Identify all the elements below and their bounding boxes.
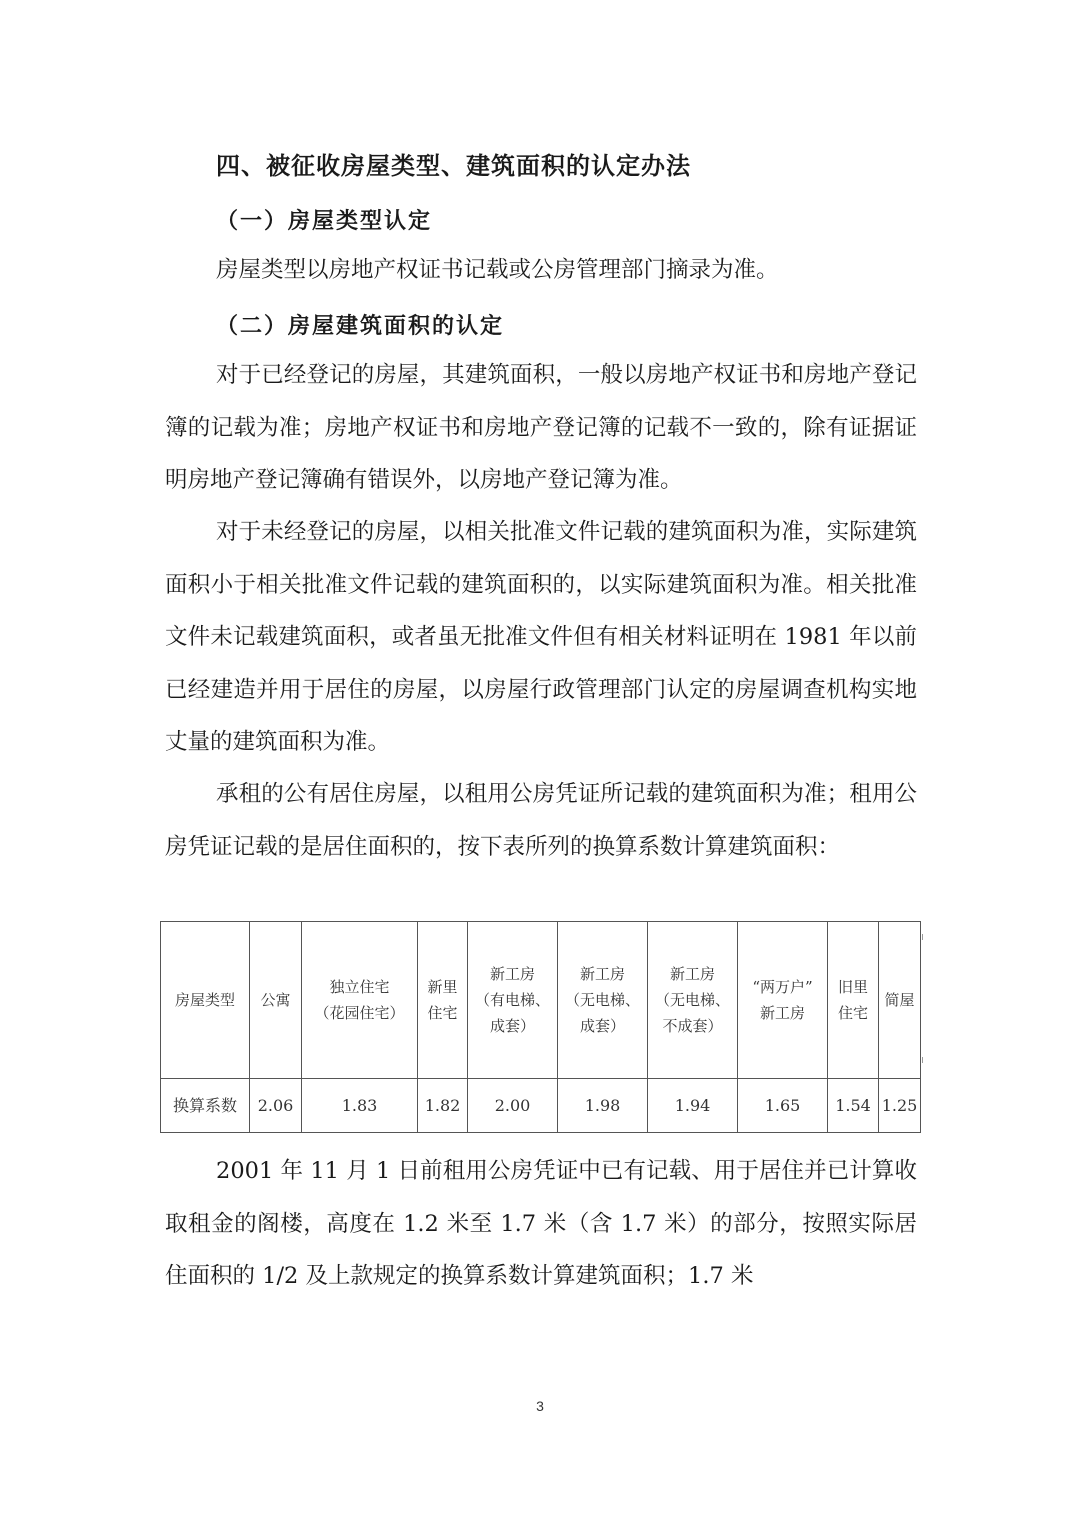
- column-header: 新工房 （无电梯、 成套）: [558, 922, 648, 1079]
- paragraph-unregistered-houses: 对于未经登记的房屋，以相关批准文件记载的建筑面积为准，实际建筑面积小于相关批准文件记载的建筑面积的，以实际建筑面积为准。相关批准文件未记载建筑面积，或者虽无批准文件但有相关材料证明在 1981 年以前已经建造并用于居住的房屋，以房屋行政管理部门认定的房屋调查机构实地丈量的建筑面积为准。: [165, 519, 917, 755]
- table-cell: 1.65: [738, 1079, 828, 1133]
- conversion-coefficient-table: [160, 921, 921, 1133]
- page-number: 3: [536, 1398, 544, 1414]
- column-header: 新工房 （无电梯、 不成套）: [648, 922, 738, 1079]
- column-header: 新里 住宅: [418, 922, 468, 1079]
- column-header: 新工房 （有电梯、 成套）: [468, 922, 558, 1079]
- table-cell: 2.00: [468, 1079, 558, 1133]
- paragraph-attic-rule: 2001 年 11 月 1 日前租用公房凭证中已有记载、用于居住并已计算收取租金的阁楼，高度在 1.2 米至 1.7 米（含 1.7 米）的部分，按照实际居住面积的 1/2 及上款规定的换算系数计算建筑面积；1.7 米: [165, 1158, 917, 1289]
- column-header: 简屋: [879, 922, 921, 1079]
- row-header-coefficient: 换算系数: [161, 1079, 250, 1133]
- paragraph-public-rental-houses: 承租的公有居住房屋，以租用公房凭证所记载的建筑面积为准；租用公房凭证记载的是居住面积的，按下表所列的换算系数计算建筑面积：: [165, 781, 917, 860]
- table-cell: 1.82: [418, 1079, 468, 1133]
- column-header: 公寓: [250, 922, 302, 1079]
- table-edge-mark: [922, 934, 923, 940]
- paragraph-registered-houses: 对于已经登记的房屋，其建筑面积，一般以房地产权证书和房地产登记簿的记载为准；房地产权证书和房地产登记簿的记载不一致的，除有证据证明房地产登记簿确有错误外，以房地产登记簿为准。: [165, 362, 917, 493]
- table-cell: 1.98: [558, 1079, 648, 1133]
- column-header: “两万户” 新工房: [738, 922, 828, 1079]
- table-header-row: [161, 922, 921, 1079]
- section-heading: 四、被征收房屋类型、建筑面积的认定办法: [216, 152, 691, 180]
- table-cell: 2.06: [250, 1079, 302, 1133]
- row-header-house-type: 房屋类型: [161, 922, 250, 1079]
- table-edge-mark: [922, 1057, 923, 1063]
- table-cell: 1.25: [879, 1079, 921, 1133]
- subsection-title-building-area: （二）房屋建筑面积的认定: [216, 314, 505, 339]
- table-cell: 1.94: [648, 1079, 738, 1133]
- column-header: 独立住宅 （花园住宅）: [302, 922, 418, 1079]
- table-cell: 1.54: [828, 1079, 879, 1133]
- column-header: 旧里 住宅: [828, 922, 879, 1079]
- subsection-title-house-type: （一）房屋类型认定: [216, 209, 433, 234]
- table-cell: 1.83: [302, 1079, 418, 1133]
- table-value-row: [161, 1079, 921, 1133]
- paragraph-house-type: 房屋类型以房地产权证书记载或公房管理部门摘录为准。: [216, 257, 779, 283]
